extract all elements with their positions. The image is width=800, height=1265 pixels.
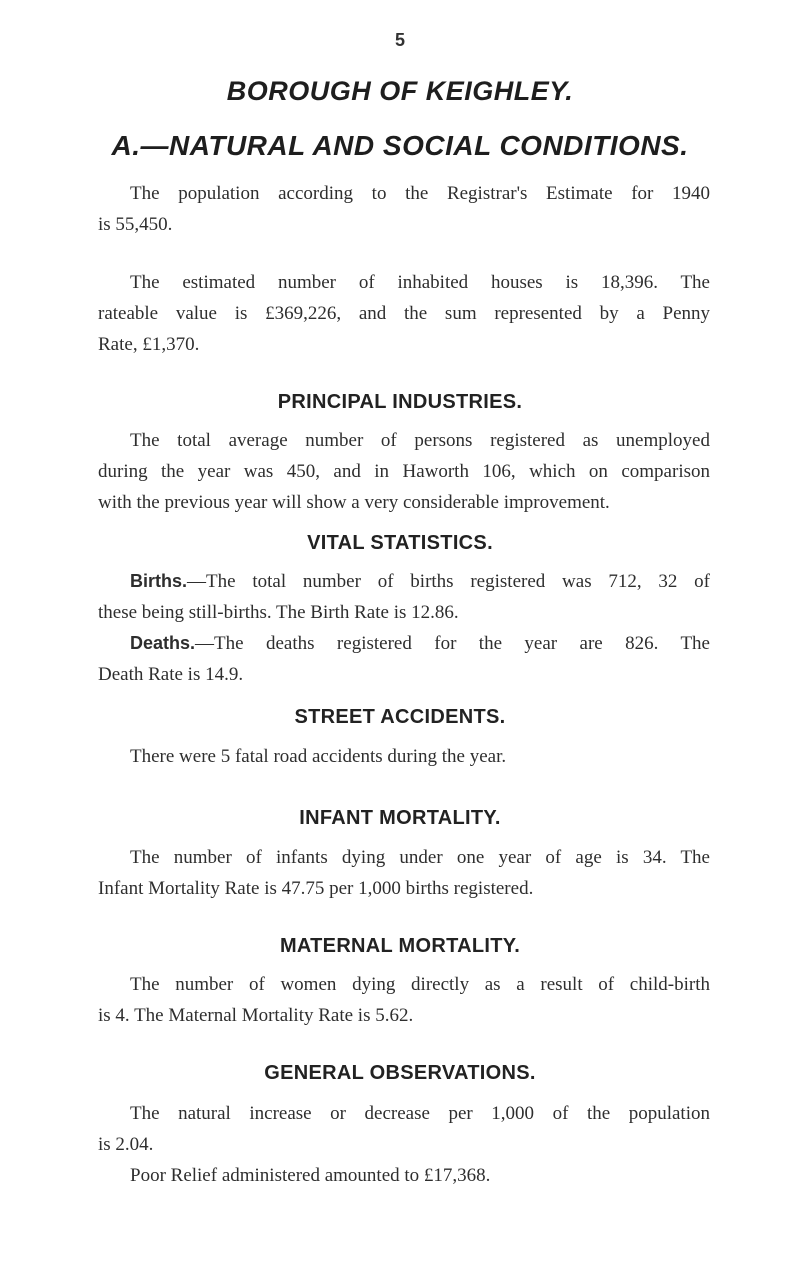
population-line-1: The population according to the Registrar's Estimate for 1940 bbox=[130, 183, 710, 204]
vital-statistics-paragraph bbox=[98, 566, 710, 690]
industries-line-1: The total average number of persons registered as unemployed bbox=[130, 430, 710, 451]
industries-line-2: during the year was 450, and in Haworth 106, which on comparison bbox=[98, 461, 710, 482]
general-observations-line-2: is 2.04. bbox=[98, 1134, 154, 1155]
document-title: BOROUGH OF KEIGHLEY. bbox=[226, 76, 574, 106]
deaths-text-1: —The deaths registered for the year are 826. The bbox=[195, 633, 710, 654]
houses-line-3: Rate, £1,370. bbox=[98, 334, 200, 355]
vital-statistics-heading: VITAL STATISTICS. bbox=[307, 532, 493, 554]
principal-industries-heading: PRINCIPAL INDUSTRIES. bbox=[277, 391, 523, 413]
infant-mortality-line-1: The number of infants dying under one year of age is 34. The bbox=[130, 847, 710, 868]
infant-mortality-heading: INFANT MORTALITY. bbox=[299, 807, 501, 829]
general-observations-heading: GENERAL OBSERVATIONS. bbox=[264, 1062, 536, 1084]
births-label: Births. bbox=[130, 571, 188, 591]
births-line-2: these being still-births. The Birth Rate is 12.86. bbox=[98, 602, 459, 623]
deaths-line-1 bbox=[98, 628, 710, 659]
births-line-1 bbox=[98, 566, 710, 597]
industries-line-3: with the previous year will show a very considerable improvement. bbox=[98, 492, 610, 513]
population-line-2: is 55,450. bbox=[98, 214, 173, 235]
industries-paragraph bbox=[98, 425, 710, 518]
general-observations-line-1: The natural increase or decrease per 1,000 of the population bbox=[130, 1103, 710, 1124]
deaths-label: Deaths. bbox=[130, 633, 196, 653]
births-text-1: —The total number of births registered was 712, 32 of bbox=[187, 571, 710, 592]
section-title: A.—NATURAL AND SOCIAL CONDITIONS. bbox=[111, 130, 689, 161]
maternal-mortality-line-2: is 4. The Maternal Mortality Rate is 5.62. bbox=[98, 1005, 414, 1026]
houses-line-1: The estimated number of inhabited houses is 18,396. The bbox=[130, 272, 710, 293]
poor-relief-line: Poor Relief administered amounted to £17,368. bbox=[130, 1165, 491, 1186]
population-paragraph bbox=[98, 178, 710, 240]
street-accidents-line-1: There were 5 fatal road accidents during the year. bbox=[130, 746, 507, 767]
maternal-mortality-paragraph bbox=[98, 969, 710, 1031]
general-observations-paragraph bbox=[98, 1098, 710, 1191]
houses-line-2: rateable value is £369,226, and the sum represented by a Penny bbox=[98, 303, 710, 324]
maternal-mortality-heading: MATERNAL MORTALITY. bbox=[279, 935, 521, 957]
street-accidents-paragraph bbox=[98, 741, 710, 772]
infant-mortality-line-2: Infant Mortality Rate is 47.75 per 1,000 births registered. bbox=[98, 878, 534, 899]
infant-mortality-paragraph bbox=[98, 842, 710, 904]
page-number: 5 bbox=[394, 30, 405, 50]
houses-paragraph bbox=[98, 267, 710, 360]
street-accidents-heading: STREET ACCIDENTS. bbox=[294, 706, 506, 728]
deaths-line-2: Death Rate is 14.9. bbox=[98, 664, 244, 685]
maternal-mortality-line-1: The number of women dying directly as a result of child-birth bbox=[130, 974, 710, 995]
